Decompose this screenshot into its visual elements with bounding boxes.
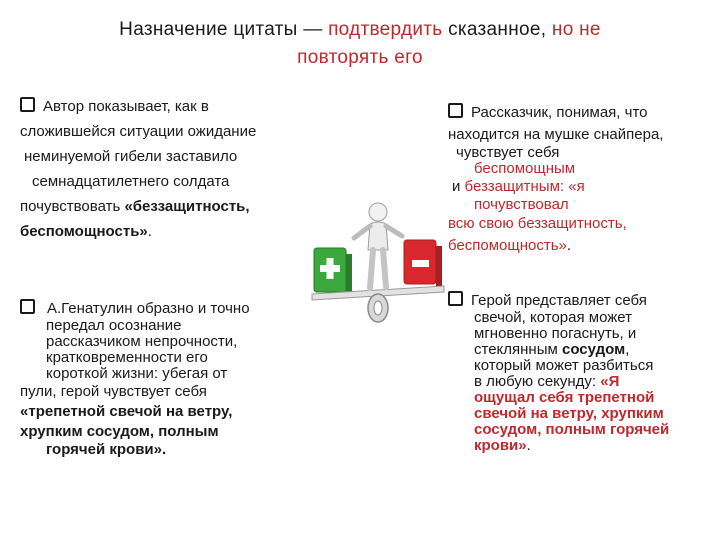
block4-line5: который может разбиться — [474, 357, 654, 374]
title-part-3: сказанное, — [442, 19, 552, 40]
plus-sign-icon — [314, 248, 352, 294]
checkbox-bullet-icon — [448, 103, 463, 118]
block1-line1: Автор показывает, как в — [43, 98, 209, 115]
block4-line6a: в любую секунду: — [474, 373, 601, 390]
block1-line3: неминуемой гибели заставило — [24, 148, 238, 165]
block4-line9: сосудом, полным горячей — [474, 421, 670, 438]
block4-line7: ощущал себя трепетной — [474, 389, 655, 406]
block4-line3: мгновенно погаснуть, и — [474, 325, 637, 342]
block4-line6b: «Я — [600, 373, 620, 390]
block3-line8: хрупким сосудом, полным — [20, 423, 219, 440]
block2-line6: почувствовал — [474, 196, 569, 213]
block3-line7: «трепетной свечой на ветру, — [20, 403, 233, 420]
title-part-5: повторять его — [297, 47, 423, 68]
block4-line10b: . — [526, 437, 531, 454]
title-part-2: подтвердить — [328, 19, 443, 40]
block3-line9: горячей крови». — [46, 441, 167, 458]
block2-line2: находится на мушке снайпера, — [448, 126, 664, 143]
title-part-1: Назначение цитаты — — [119, 19, 329, 40]
title-part-4: но не — [551, 19, 601, 40]
checkbox-bullet-icon — [20, 299, 35, 314]
block2-line7: всю свою беззащитность, — [448, 215, 627, 232]
text-block-genatulin — [20, 298, 310, 458]
block3-line1: А.Генатулин образно и точно — [47, 300, 250, 317]
block4-line1: Герой представляет себя — [471, 292, 647, 309]
block2-line1: Рассказчик, понимая, что — [471, 104, 648, 121]
block4-line10a: крови» — [474, 437, 527, 454]
block2-line3: чувствует себя — [456, 144, 560, 161]
block1-line6a: беспомощность» — [20, 223, 148, 240]
checkbox-bullet-icon — [448, 291, 463, 306]
block3-line4: кратковременности его — [46, 349, 208, 366]
scales-figure-icon — [308, 190, 448, 330]
block3-line6: пули, герой чувствует себя — [20, 383, 207, 400]
block2-line8b: . — [566, 237, 572, 254]
block2-line4: беспомощным — [474, 160, 576, 177]
block1-line4: семнадцатилетнего солдата — [32, 173, 230, 190]
block2-line5b: беззащитным — [464, 178, 560, 195]
block1-line5b: «беззащитность, — [124, 198, 250, 215]
block3-line3: рассказчиком непрочности, — [46, 333, 238, 350]
block1-line6b: . — [147, 223, 152, 240]
block4-line8: свечой на ветру, хрупким — [474, 405, 664, 422]
block4-line4c: , — [625, 341, 630, 358]
text-block-author — [20, 94, 320, 244]
block1-line5a: почувствовать — [20, 198, 125, 215]
checkbox-bullet-icon — [20, 97, 35, 112]
block2-line5c: : «я — [559, 178, 585, 195]
block2-line5a: и — [452, 178, 465, 195]
block1-line2: сложившейся ситуации ожидание — [20, 123, 257, 140]
block4-line4a: стеклянным — [474, 341, 562, 358]
minus-sign-icon — [404, 240, 442, 286]
block2-line8a: беспомощность» — [448, 237, 567, 254]
block4-line2: свечой, которая может — [474, 309, 633, 326]
text-block-narrator — [448, 100, 710, 257]
slide-title — [20, 16, 700, 72]
block3-line5: короткой жизни: убегая от — [46, 365, 228, 382]
block4-line4b: сосудом — [561, 341, 626, 358]
block3-line2: передал осознание — [46, 317, 182, 334]
text-block-hero — [448, 290, 710, 454]
